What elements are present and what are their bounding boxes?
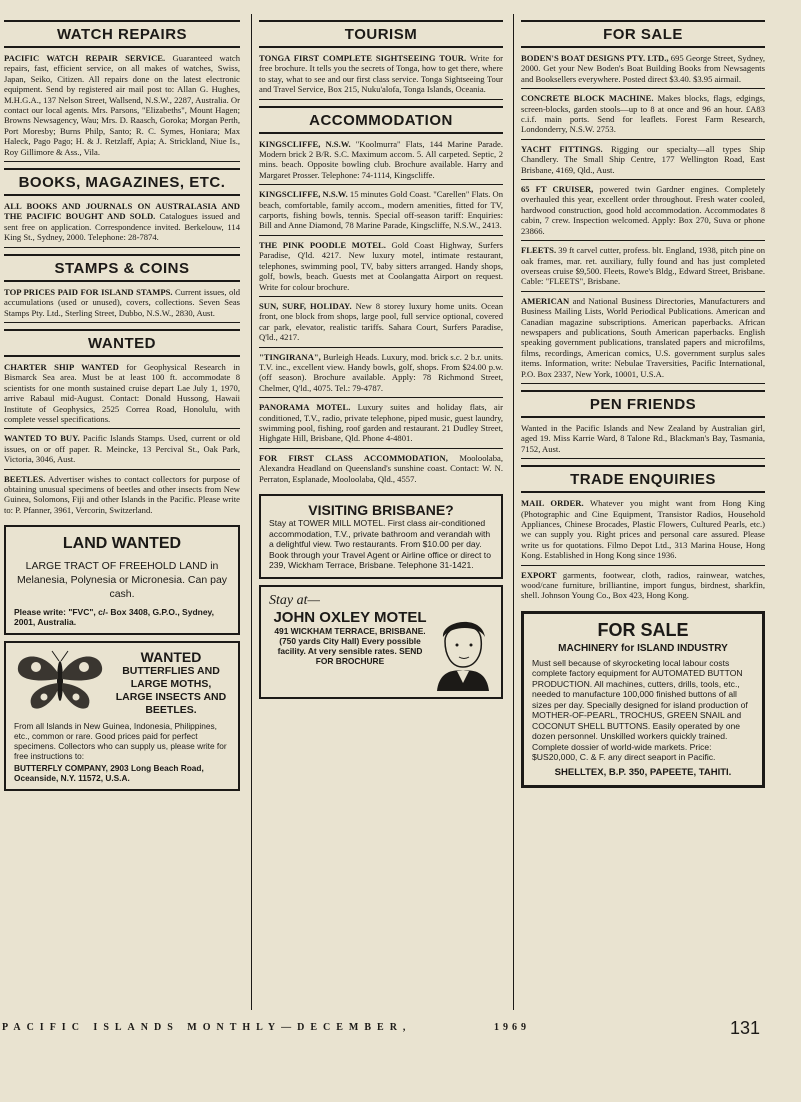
ad-lead: EXPORT — [521, 569, 557, 580]
classified-ad — [259, 453, 503, 488]
column-3 — [521, 14, 765, 794]
ad-body: Luxury suites and holiday flats, air conditioned, T.V., radio, private telephone, piped music, guest laundry, swimming pool, fishing, roof garden and restaurant. 21 Dudley Street, Highgate Hill, Brisbane, Qld. Phone 4-4801. — [259, 402, 503, 444]
machinery-for-sale-title: FOR SALE — [597, 619, 689, 640]
machinery-for-sale-subtitle: MACHINERY for ISLAND INDUSTRY — [558, 642, 728, 654]
ad-lead: TONGA FIRST COMPLETE SIGHTSEEING TOUR. — [259, 53, 467, 63]
ad-body: Current issues, old accumulations (used or unused), covers, collections. Seven Seas Stamps Pty. Ltd., Sterling Street, Dubbo, N.S.W., 2830, Aust. — [4, 286, 240, 318]
page-number: 131 — [730, 1018, 761, 1038]
ad-body: 695 George Street, Sydney, 2000. Get your New Boden's Boat Building Books from Newsagents and Booksellers everywhere. Posted direct $3.40. $3.95 airmail. — [521, 53, 766, 84]
ad-body: Advertiser wishes to contact collectors for purpose of obtaining unusual specimens of beetles and other insects from New Guinea, Solomons, Fiji and other Islands in the Pacific. Please write to: P. Pfanner, 3961, Vercorin, Switzerland. — [4, 473, 240, 515]
classified-ad — [4, 433, 240, 469]
classified-ad — [4, 53, 240, 162]
visiting-brisbane-box — [259, 494, 503, 579]
ad-lead: PACIFIC WATCH REPAIR SERVICE. — [4, 53, 166, 63]
ad-lead: ALL BOOKS AND JOURNALS ON AUSTRALASIA AND THE PACIFIC BOUGHT AND SOLD. — [4, 201, 240, 222]
ad-body: "Koolmurra" Flats, 144 Marine Parade. Modern brick 2 B/R. S.C. Maximum accom. 5. All carpeted. Septic, 2 mins. beach. Opposite bowling club. Brochure available. Harry and Margaret Prosser. Telephone: 74-1114, Kingscliffe. — [259, 138, 503, 180]
classified-ad — [259, 301, 503, 348]
ad-body: Burleigh Heads. Luxury, mod. brick s.c. 2 b.r. units. T.V. inc., excellent view. Handy bowls, golf, shops. From $24.00 p.w. (off season). Brochure available. Apply: 78 Richmond Street, Chelmer, Q'ld., 4075. Tel.: 79-4787. — [259, 351, 503, 393]
column-rule-1 — [251, 14, 252, 1010]
section-header-accommodation: ACCOMMODATION — [259, 106, 503, 134]
butterfly-icon — [14, 649, 106, 713]
ad-lead: YACHT FITTINGS. — [521, 143, 603, 154]
ad-body: Guaranteed watch repairs, fast, efficient service, on all makes of watches, Swiss, Japan, Seiko, Citizen. All repairs done on the latest electronic equipment. Send by registered air mail post to: Allan G. Hughes, M.H.G.A., 137 Nelson Street, Wallsend, N.S.W., 2287, Australia. Or contact our local agents. Mrs. Parsons, "Elizabeths", Mount Hagen; Browns Newsagency, Wau; Mrs. D. Raasch, Goroka; Morgan Perth, Port Moresby; Burns Philp, Santo; R. C. Symes, Honiara; Max Haleck, Pago Pago; H. & J. Retzlaff, Apia; A. Strickland, Niue Is., Roy Gillimore & Ass., Vila. — [4, 53, 240, 157]
classified-ad — [4, 287, 240, 323]
section-header-tourism: TOURISM — [259, 20, 503, 48]
ad-body: for Geophysical Research in Bismarck Sea area. Must be at least 100 ft. accommodate 8 scientists for one month sustained cruise depart Lae July 1, 1970, arrive Rabaul mid-August. Contact: Donald Hussong, Hawaii Institute of Geophysics, 2525 Correa Road, Honolulu, with complete vessel specifications. — [4, 361, 240, 424]
classified-ad — [259, 240, 503, 297]
land-wanted-body: LARGE TRACT OF FREEHOLD LAND in Melanesia, Polynesia or Micronesia. Can pay cash. — [16, 560, 228, 601]
classified-ad — [521, 423, 765, 459]
butterfly-wanted-contact: BUTTERFLY COMPANY, 2903 Long Beach Road, Oceanside, N.Y. 11572, U.S.A. — [14, 763, 204, 784]
ad-body: New 8 storey luxury home units. Ocean front, one block from shops, large pool, full service optional, covered car park, elevator, realistic tariffs. Sahara Court, Surfers Paradise, Q'ld., 4217. — [259, 300, 503, 343]
classified-ad — [259, 139, 503, 186]
butterfly-wanted-title: WANTED — [140, 649, 202, 666]
ad-lead: KINGSCLIFFE, N.S.W. — [259, 189, 348, 200]
ad-lead: CHARTER SHIP WANTED — [4, 361, 119, 372]
ad-body: Catalogues issued and sent free on application. Correspondence invited. Berkelouw, 114 King St., Sydney, 2000. Telephone: 28-7874. — [4, 211, 241, 243]
classified-ad — [521, 498, 765, 565]
section-header-wanted: WANTED — [4, 329, 240, 357]
ad-lead: MAIL ORDER. — [521, 498, 584, 509]
ad-lead: FLEETS. — [521, 245, 557, 256]
issue-year: 1969 — [494, 1022, 530, 1033]
section-header-watch-repairs: WATCH REPAIRS — [4, 20, 240, 48]
ad-lead: "TINGIRANA", — [259, 351, 321, 362]
ad-lead: CONCRETE BLOCK MACHINE. — [521, 93, 654, 104]
ad-lead: AMERICAN — [521, 295, 570, 306]
ad-body: Mooloolaba, Alexandra Headland on Queensland's sunshine coast. Contact: W. N. Perraton, Esplanade, Mooloolaba, Qld., 4557. — [259, 452, 503, 484]
ad-lead: PANORAMA MOTEL. — [259, 402, 351, 413]
visiting-brisbane-title: VISITING BRISBANE? — [308, 502, 454, 518]
column-rule-2 — [513, 14, 514, 1010]
classified-ad — [521, 570, 765, 605]
classified-ad — [259, 53, 503, 100]
section-header-stamps: STAMPS & COINS — [4, 254, 240, 282]
oxley-motel-body: 491 WICKHAM TERRACE, BRISBANE. (750 yards City Hall) Every possible facility. At very sensible rates. SEND FOR BROCHURE — [274, 625, 426, 666]
ad-body: Makes blocks, flags, edgings, screen-blocks, garden stools—up to 8 at once and 96 an hour. £A83 c.i.f. main ports. Send for leaflets. Forest Farm Research, Londonderry, N.S.W. 2753. — [521, 93, 765, 135]
ad-lead: WANTED TO BUY. — [4, 433, 80, 444]
ad-body: and National Business Directories, Manufacturers and Business Mailing Lists, World Periodical Publications. American and Canadian magazine subscriptions. American paperbacks. African newspapers and publications, South American paperbacks. English speaking government publications, translated papers and microfilms, films, recordings, American comics, U.S. government surplus sales items. Information, write: Nebulae Traversities, Pacific International, P.O. Box 2337, New York, 10001, U.S.A. — [521, 295, 765, 379]
ad-lead: FOR FIRST CLASS ACCOMMODATION, — [259, 452, 448, 463]
ad-lead: BEETLES. — [4, 473, 46, 484]
classified-ad — [521, 296, 765, 384]
ad-body: Whatever you might want from Hong King (Photographic and Cine Equipment, Transistor Radios, Household Appliances, Chinese Brocades, Plastic Flowers, Cultured Pearls, etc.) we can supply you. Right prices and personal care assured. Please write us for quotations. Filmo Depot Ltd., 313 Marina House, Hong Kong. Established in Hong Kong since 1936. — [521, 498, 765, 561]
column-1 — [4, 14, 240, 797]
ad-lead: THE PINK POODLE MOTEL. — [259, 239, 386, 250]
butterfly-wanted-box — [4, 641, 240, 791]
stay-at-label: Stay at— — [269, 592, 320, 608]
classified-ad — [521, 245, 765, 292]
classified-ad — [4, 362, 240, 429]
ad-lead: SUN, SURF, HOLIDAY. — [259, 300, 352, 311]
ad-body: garments, footwear, cloth, radios, rainwear, watches, wood/cane furniture, brilliantine, import fungus, birdnest, sharkfin, shell. Johnson Young Co., Box 423, Hong Kong. — [521, 569, 765, 601]
land-wanted-title: LAND WANTED — [62, 535, 182, 553]
portrait-illustration-icon — [431, 611, 493, 691]
butterfly-wanted-body: From all Islands in New Guinea, Indonesia, Philippines, etc., common or rare. Good prices paid for perfect specimens. Collectors who can supply us, please write for free instructions to: — [14, 721, 227, 762]
ad-body: Gold Coast Highway, Surfers Paradise, Q'ld. 4217. New luxury motel, intimate restaurant, telephones, swimming pool, TV, baby sitters arranged. Handy shops, golf, bowls, beach. Guests met at Coolangatta Airport on request. Write for colour brochure. — [259, 239, 503, 292]
classified-ad — [4, 474, 240, 520]
section-header-pen-friends: PEN FRIENDS — [521, 390, 765, 418]
classified-ad — [259, 402, 503, 449]
ad-body: 39 ft carvel cutter, profess. blt. England, 1938, pitch pine on oak frames, mar. ret. auxiliary, fully found and has just completed overseas cruise $9,500. Fleets, Rowe's Bldg., Edward Street, Brisbane. Cable: "FLEETS", Brisbane. — [521, 245, 765, 287]
oxley-motel-name: JOHN OXLEY MOTEL — [273, 608, 427, 626]
column-2 — [259, 14, 503, 705]
machinery-for-sale-contact: SHELLTEX, B.P. 350, PAPEETE, TAHITI. — [554, 766, 732, 778]
visiting-brisbane-body: Stay at TOWER MILL MOTEL. First class air-conditioned accommodation, T.V., private bathroom and verandah with a delightful view. Two restaurants. From $10.00 per day. Book through your Travel Agent or Airline office or direct to 239, Wickham Terrace, Brisbane. Telephone 31-1421. — [269, 518, 491, 570]
classified-ad — [521, 184, 765, 241]
classified-ad — [259, 189, 503, 236]
ad-body: powered twin Gardner engines. Completely overhauled this year, excellent order throughout. Fresh water cooled, hardwood construction, good hold accommodation. Accommodates 8 cabin, 7 crew. Inspection welcomed. Apply: Box 270, Suva or phone 23866. — [521, 184, 765, 236]
ad-lead: KINGSCLIFFE, N.S.W. — [259, 138, 351, 149]
ad-body: 15 minutes Gold Coast. "Carellen" Flats. On beach, comfortable, family accom., modern amenities, fitted for TV, carports, fishing bowls, tennis. Special off-season tariff: Enquiries: Bill and Anne Diamond, 78 Marine Parade, Kingscliffe, N.S.W., 2413. — [259, 189, 504, 231]
machinery-for-sale-body: Must sell because of skyrocketing local labour costs complete factory equipment for AUTOMATED BUTTON PRODUCTION. All machines, cutters, drills, tools, etc., needed to manufacture 100,000 finished buttons of all sizes per day. Specially designed for island production of MOTHER-OF-PEARL, TROCHUS, GREEN SNAIL and COCONUT SHELL BUTTONS. Easily operated by one dozen personnel. Unskilled workers quickly trained. Complete dossier of world-wide markets. Price: $US20,000, C. & F. any direct seaport in Pacific. — [532, 657, 748, 763]
classified-ad — [521, 144, 765, 180]
ad-lead: BODEN'S BOAT DESIGNS PTY. LTD., — [521, 53, 669, 63]
classified-ad — [4, 201, 240, 248]
ad-lead: 65 FT CRUISER, — [521, 184, 594, 195]
ad-body: Wanted in the Pacific Islands and New Zealand by Australian girl, aged 19. Miss Karrie Ward, 8 Talone Rd., Blackman's Bay, Tasmania, 7152, Aust. — [521, 422, 765, 454]
butterfly-wanted-subtitle: BUTTERFLIES AND LARGE MOTHS, LARGE INSECTS AND BEETLES. — [115, 665, 227, 717]
classified-ad — [521, 53, 765, 89]
section-header-books: BOOKS, MAGAZINES, ETC. — [4, 168, 240, 196]
land-wanted-contact: Please write: "FVC", c/- Box 3408, G.P.O., Sydney, 2001, Australia. — [14, 607, 215, 628]
land-wanted-box — [4, 525, 240, 635]
machinery-for-sale-box — [521, 611, 765, 788]
section-header-trade-enquiries: TRADE ENQUIRIES — [521, 465, 765, 493]
ad-body: Write for free brochure. It tells you the secrets of Tonga, how to get there, where to stay, what to see and our first class service. Tonga Sightseeing Tour and Travel Service, Box 215, Nuku'alofa, Tonga Islands, Oceania. — [259, 53, 503, 95]
magazine-title: PACIFIC ISLANDS MONTHLY—DECEMBER, — [2, 1022, 412, 1033]
ad-body: Rigging our specialty—all types Ship Chandlery. The Small Ship Centre, 177 Wellington Road, East Brisbane, 4169, Qld., Aust. — [521, 143, 766, 175]
ad-lead: TOP PRICES PAID FOR ISLAND STAMPS. — [4, 286, 173, 297]
ad-body: Pacific Islands Stamps. Used, current or old issues, on or off paper. R. Meincke, 13 Percival St., Oak Park, Victoria, 3046, Aust. — [4, 433, 240, 465]
classified-ad — [521, 93, 765, 140]
section-header-for-sale: FOR SALE — [521, 20, 765, 48]
classified-ad — [259, 352, 503, 399]
john-oxley-motel-box — [259, 585, 503, 699]
